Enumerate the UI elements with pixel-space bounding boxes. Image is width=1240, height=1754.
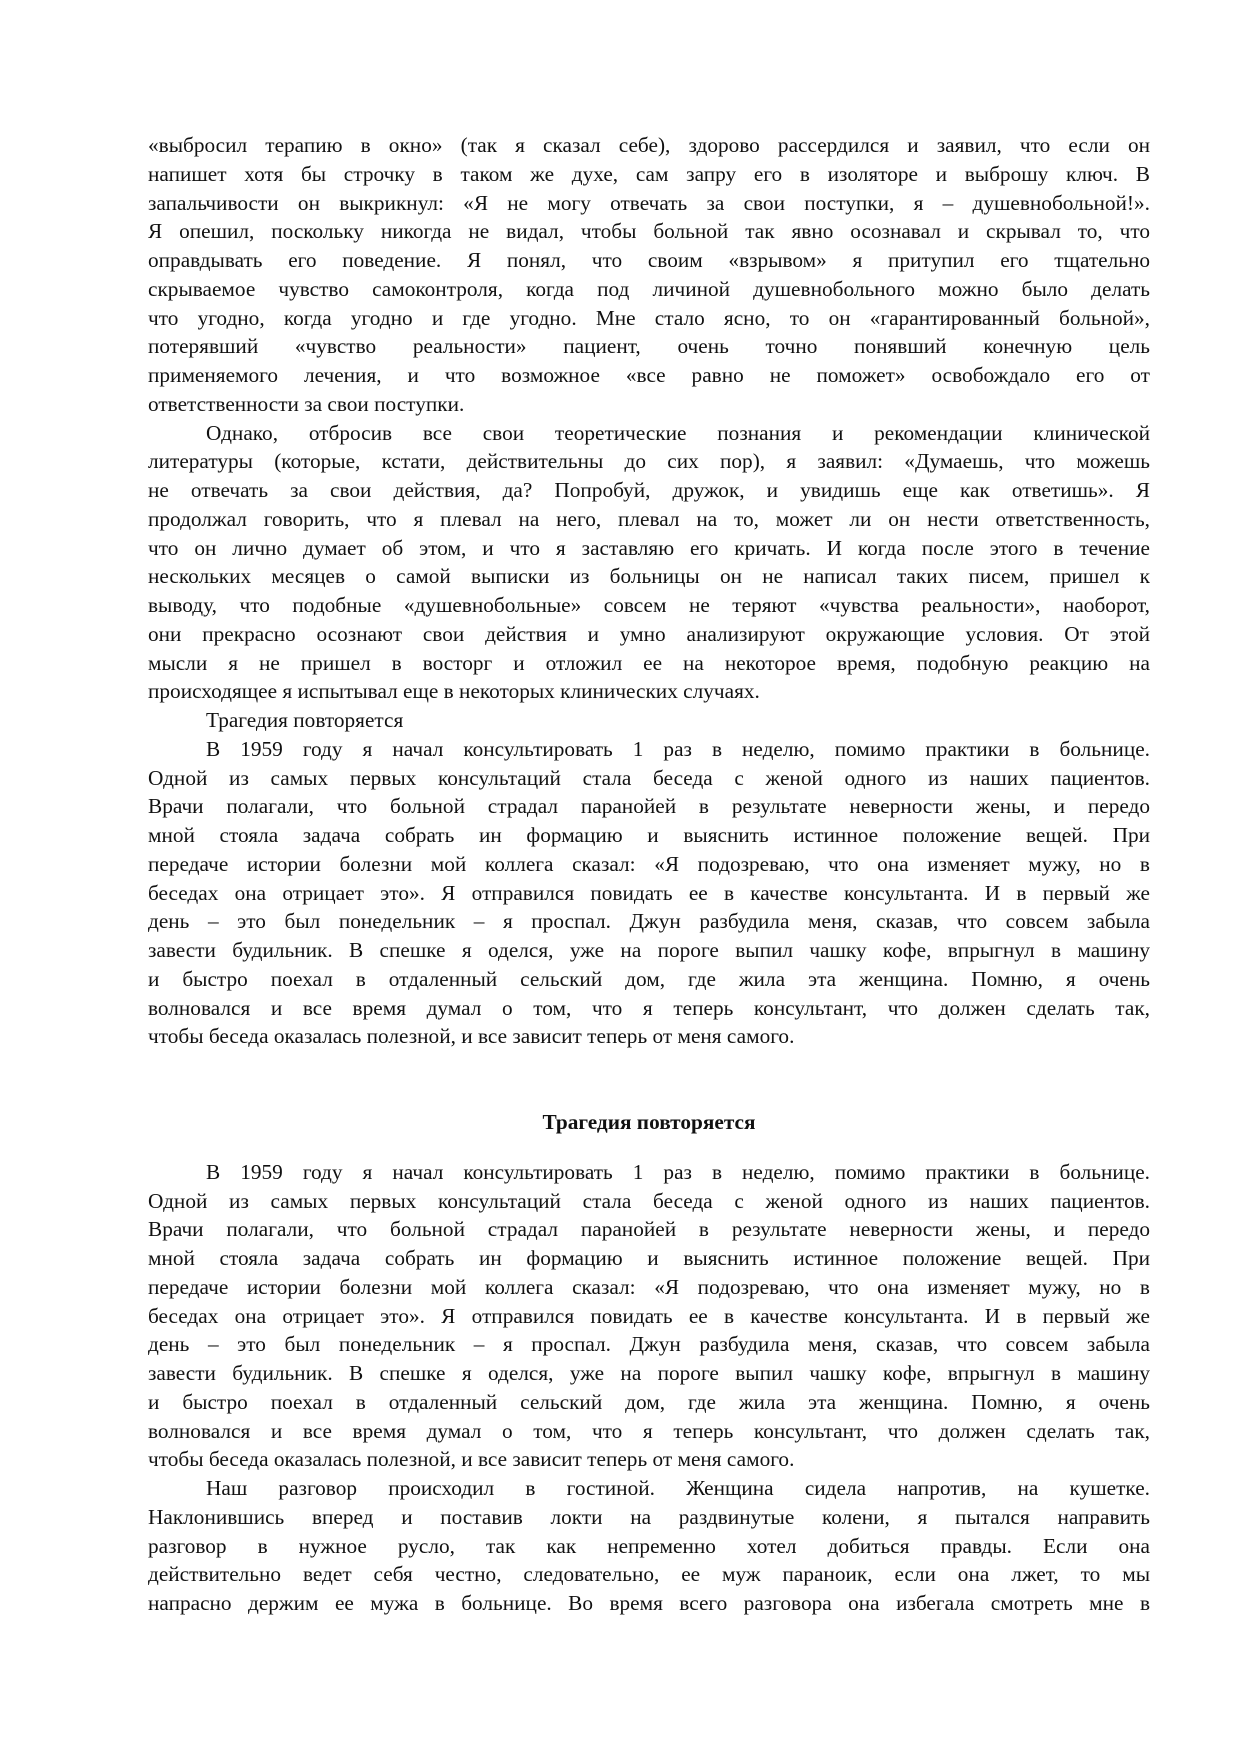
text-line: передаче истории болезни мой коллега сказал: «Я подозреваю, что она изменяет мужу, но в [148,851,1150,876]
text-line: ответственности за свои поступки. [148,391,465,416]
text-line: нескольких месяцев о самой выписки из больницы он не написал таких писем, пришел к [148,564,1150,589]
spacer [148,1137,1150,1158]
text-line: разговор в нужное русло, так как непременно хотел добиться правды. Если она [148,1533,1150,1558]
text-line: беседах она отрицает это». Я отправился повидать ее в качестве консультанта. И в первый же [148,1303,1150,1328]
text-line: волновался и все время думал о том, что я теперь консультант, что должен сделать так, [148,1418,1150,1443]
text-line: В 1959 году я начал консультировать 1 раз в неделю, помимо практики в больнице. [206,1159,1150,1184]
inline-subheading: Трагедия повторяется [206,708,404,732]
text-line: происходящее я испытывал еще в некоторых клинических случаях. [148,679,760,704]
text-line: завести будильник. В спешке я оделся, уже на пороге выпил чашку кофе, впрыгнул в машину [148,1361,1150,1385]
text-line: Врачи полагали, что больной страдал паранойей в результате неверности жены, и передо [148,1217,1150,1242]
text-line: напишет хотя бы строчку в таком же духе, сам запру его в изоляторе и выброшу ключ. В [148,161,1150,186]
text-line: Одной из самых первых консультаций стала беседа с женой одного из наших пациентов. [148,765,1150,790]
text-line: Наклонившись вперед и поставив локти на раздвинутые колени, я пытался направить [148,1504,1150,1529]
text-line: день – это был понедельник – я проспал. Джун разбудила меня, сказав, что совсем забыла [148,909,1150,934]
text-line: передаче истории болезни мой коллега сказал: «Я подозреваю, что она изменяет мужу, но в [148,1274,1150,1299]
text-line: Врачи полагали, что больной страдал паранойей в результате неверности жены, и передо [148,794,1150,819]
text-line: беседах она отрицает это». Я отправился повидать ее в качестве консультанта. И в первый же [148,880,1150,905]
spacer [148,1051,1150,1108]
text-line: В 1959 году я начал консультировать 1 раз в неделю, помимо практики в больнице. [206,736,1150,761]
text-line: потерявший «чувство реальности» пациент, очень точно понявший конечную цель [148,334,1150,359]
text-line: выводу, что подобные «душевнобольные» совсем не теряют «чувства реальности», наоборот, [148,593,1150,617]
text-line: «выбросил терапию в окно» (так я сказал себе), здорово рассердился и заявил, что если он [148,133,1150,157]
paragraph [148,419,1150,707]
text-line: напрасно держим ее мужа в больнице. Во время всего разговора она избегала смотреть мне в [148,1591,1150,1615]
paragraph [148,735,1150,1051]
text-line: Однако, отбросив все свои теоретические познания и рекомендации клинической [206,420,1150,445]
text-line: Я опешил, поскольку никогда не видал, чтобы больной так явно осознавал и скрывал то, что [148,219,1150,244]
paragraph [148,131,1150,419]
text-line: действительно ведет себя честно, следовательно, ее муж параноик, если она лжет, то мы [148,1562,1150,1587]
text-line: запальчивости он выкрикнул: «Я не могу отвечать за свои поступки, я – душевнобольной!». [148,190,1150,215]
document-page [148,131,1150,1618]
text-line: Одной из самых первых консультаций стала беседа с женой одного из наших пациентов. [148,1188,1150,1213]
text-line: завести будильник. В спешке я оделся, уже на пороге выпил чашку кофе, впрыгнул в машину [148,938,1150,962]
text-line: волновался и все время думал о том, что я теперь консультант, что должен сделать так, [148,995,1150,1020]
text-line: оправдывать его поведение. Я понял, что своим «взрывом» я притупил его тщательно [148,248,1150,272]
text-line: мной стояла задача собрать ин формацию и выяснить истинное положение вещей. При [148,1246,1150,1270]
text-line: Наш разговор происходил в гостиной. Женщина сидела напротив, на кушетке. [206,1476,1150,1500]
text-line: литературы (которые, кстати, действительны до сих пор), я заявил: «Думаешь, что можешь [148,449,1150,474]
text-line: они прекрасно осознают свои действия и умно анализируют окружающие условия. От этой [148,621,1150,646]
text-line: и быстро поехал в отдаленный сельский дом, где жила эта женщина. Помню, я очень [148,1389,1150,1414]
text-line: применяемого лечения, и что возможное «все равно не поможет» освобождало его от [148,363,1150,387]
section-heading: Трагедия повторяется [542,1110,756,1134]
text-line: чтобы беседа оказалась полезной, и все зависит теперь от меня самого. [148,1447,795,1472]
text-line: мысли я не пришел в восторг и отложил ее на некоторое время, подобную реакцию на [148,650,1150,675]
text-line: что угодно, когда угодно и где угодно. Мне стало ясно, то он «гарантированный больной», [148,305,1150,330]
paragraph [148,706,1150,735]
text-line: скрываемое чувство самоконтроля, когда под личиной душевнобольного можно было делать [148,276,1150,301]
paragraph [148,1158,1150,1474]
paragraph [148,1474,1150,1618]
text-line: день – это был понедельник – я проспал. Джун разбудила меня, сказав, что совсем забыла [148,1332,1150,1357]
text-line: чтобы беседа оказалась полезной, и все зависит теперь от меня самого. [148,1024,795,1049]
text-line: и быстро поехал в отдаленный сельский дом, где жила эта женщина. Помню, я очень [148,966,1150,991]
text-line: продолжал говорить, что я плевал на него, плевал на то, может ли он нести ответственность, [148,506,1150,531]
text-line: не отвечать за свои действия, да? Попробуй, дружок, и увидишь еще как ответишь». Я [148,478,1150,502]
text-line: мной стояла задача собрать ин формацию и выяснить истинное положение вещей. При [148,823,1150,847]
text-line: что он лично думает об этом, и что я заставляю его кричать. И когда после этого в течение [148,535,1150,560]
